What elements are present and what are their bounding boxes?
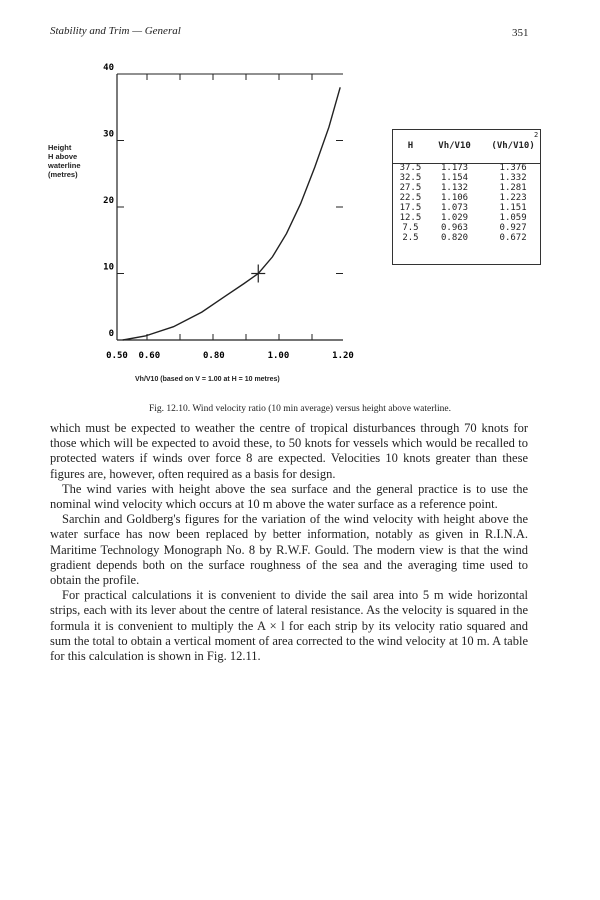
x-tick-label: 1.00 bbox=[267, 351, 290, 361]
table-row bbox=[392, 193, 546, 203]
table-cell: 0.963 bbox=[441, 223, 469, 233]
table-cell: 1.151 bbox=[499, 203, 527, 213]
table-cell: 27.5 bbox=[399, 183, 422, 193]
table-row bbox=[392, 173, 546, 183]
table-row bbox=[392, 233, 546, 243]
table-cell: 22.5 bbox=[399, 193, 422, 203]
x-tick-label: 0.60 bbox=[138, 351, 161, 361]
table-cell: 1.281 bbox=[499, 183, 527, 193]
x-axis-label: Vh/V10 (based on V = 1.00 at H = 10 metres) bbox=[135, 376, 280, 383]
table-cell: 32.5 bbox=[399, 173, 422, 183]
table-header: Vh/V10 bbox=[438, 141, 471, 151]
table-cell: 2.5 bbox=[402, 233, 419, 243]
table-cell: 0.927 bbox=[499, 223, 527, 233]
y-axis-label bbox=[48, 143, 98, 179]
y-axis-label-line: Height bbox=[48, 143, 72, 152]
series-line-wind-ratio bbox=[123, 87, 341, 340]
table-row bbox=[392, 183, 546, 193]
velocity-ratio-table bbox=[392, 129, 546, 243]
y-tick-label: 40 bbox=[103, 63, 114, 73]
y-tick-label: 0 bbox=[108, 329, 114, 339]
table-cell: 0.820 bbox=[441, 233, 469, 243]
page-number: 351 bbox=[512, 27, 529, 39]
running-title: Stability and Trim — General bbox=[50, 25, 181, 37]
paragraph: The wind varies with height above the sea surface and the general practice is to use the nominal wind velocity which occurs at 10 m above the water surface as a reference point. bbox=[50, 481, 528, 512]
table-cell: 12.5 bbox=[399, 213, 422, 223]
paragraph: For practical calculations it is convenient to divide the sail area into 5 m wide horizontal strips, each with its lever about the centre of lateral resistance. As the velocity is squared in the formula it is convenient to multiply the A × l for each strip by its velocity ratio squared and sum the total to obtain a vertical moment of area corrected to the wind velocity at 10 m. A table for this calculation is shown in Fig. 12.11. bbox=[50, 588, 528, 664]
table-cell: 0.672 bbox=[499, 233, 527, 243]
x-tick-label: 0.80 bbox=[203, 351, 225, 361]
table-header: H bbox=[407, 141, 414, 151]
table-superscript: 2 bbox=[534, 131, 539, 139]
x-tick-label: 1.20 bbox=[332, 351, 354, 361]
table-row bbox=[392, 163, 546, 173]
table-cell: 1.106 bbox=[441, 193, 469, 203]
table-cell: 1.376 bbox=[499, 163, 527, 173]
table-cell: 37.5 bbox=[399, 163, 422, 173]
y-axis-label-line: waterline bbox=[48, 161, 81, 170]
table-row bbox=[392, 213, 546, 223]
table-cell: 1.029 bbox=[441, 213, 469, 223]
table-header: (Vh/V10) bbox=[491, 141, 535, 151]
table-cell: 1.132 bbox=[441, 183, 469, 193]
table-cell: 1.332 bbox=[499, 173, 527, 183]
y-tick-label: 10 bbox=[103, 262, 114, 273]
table-header-row bbox=[392, 129, 546, 163]
paragraph: Sarchin and Goldberg's figures for the variation of the wind velocity with height above the water surface has now been replaced by better information, notably as given in R.I.N.A. Maritime Technology Monograph No. 8 by R.W.F. Gould. The modern view is that the wind gradient depends both on the surface roughness of the sea and the averaging time used to obtain the profile. bbox=[50, 512, 528, 588]
body-text bbox=[50, 421, 528, 664]
table-row bbox=[392, 223, 546, 233]
y-axis-label-line: H above bbox=[48, 152, 78, 161]
y-tick-label: 20 bbox=[103, 196, 114, 206]
table-cell: 1.223 bbox=[499, 193, 527, 203]
figure-caption: Fig. 12.10. Wind velocity ratio (10 min average) versus height above waterline. bbox=[148, 404, 452, 414]
y-tick-label: 30 bbox=[103, 129, 114, 140]
x-tick-label: 0.50 bbox=[106, 351, 128, 361]
table-cell: 7.5 bbox=[402, 223, 419, 233]
table-cell: 1.073 bbox=[441, 203, 469, 213]
table-row bbox=[392, 203, 546, 213]
paragraph: which must be expected to weather the centre of tropical disturbances through 70 knots for those which will be expected to avoid these, to 50 knots for vessels which would be recalled to protected waters if winds over force 8 are expected. Velocities 10 knots greater than these figures are, however, often required as a basis for design. bbox=[50, 421, 528, 481]
table-cell: 1.173 bbox=[441, 163, 469, 173]
table-cell: 1.059 bbox=[499, 213, 527, 223]
table-cell: 1.154 bbox=[441, 173, 469, 183]
table-cell: 17.5 bbox=[399, 203, 422, 213]
y-axis-label-line: (metres) bbox=[48, 170, 78, 179]
